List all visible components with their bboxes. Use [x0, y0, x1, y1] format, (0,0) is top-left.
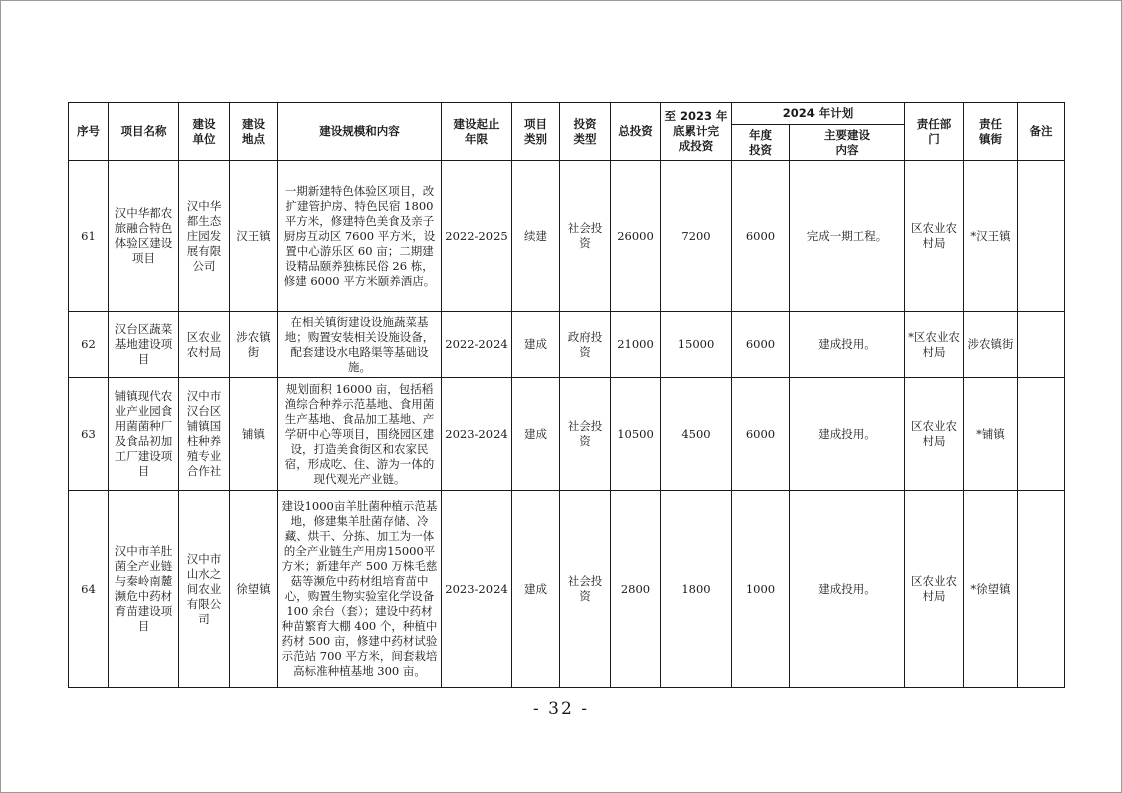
row-period: 2022-2025	[442, 161, 512, 312]
header-plan-group: 2024 年计划	[732, 103, 905, 125]
row-invest-type: 社会投资	[560, 491, 611, 688]
row-remarks	[1018, 491, 1065, 688]
row-name: 汉中华都农旅融合特色体验区建设项目	[109, 161, 179, 312]
row-town: *铺镇	[964, 378, 1018, 491]
row-main-content: 建成投用。	[790, 312, 905, 378]
row-town: *汉王镇	[964, 161, 1018, 312]
table-row	[69, 378, 1065, 491]
header-period: 建设起止 年限	[442, 103, 512, 161]
header-dept: 责任部 门	[905, 103, 964, 161]
row-seq: 63	[69, 378, 109, 491]
header-row	[69, 103, 1065, 125]
row-cumulative: 4500	[661, 378, 732, 491]
row-cumulative: 1800	[661, 491, 732, 688]
header-seq: 序号	[69, 103, 109, 161]
row-main-content: 建成投用。	[790, 378, 905, 491]
row-annual: 6000	[732, 161, 790, 312]
header-category: 项目 类别	[512, 103, 560, 161]
row-invest-type: 政府投资	[560, 312, 611, 378]
row-dept: 区农业农村局	[905, 491, 964, 688]
row-location: 铺镇	[230, 378, 278, 491]
row-invest-type: 社会投资	[560, 161, 611, 312]
header-town: 责任 镇街	[964, 103, 1018, 161]
row-name: 铺镇现代农业产业园食用菌菌种厂及食品初加工厂建设项目	[109, 378, 179, 491]
header-annual: 年度 投资	[732, 125, 790, 161]
row-unit: 汉中市汉台区铺镇国柱种养殖专业合作社	[179, 378, 230, 491]
row-category: 续建	[512, 161, 560, 312]
row-unit: 区农业农村局	[179, 312, 230, 378]
table-row	[69, 312, 1065, 378]
header-cumulative: 至 2023 年 底累计完 成投资	[661, 103, 732, 161]
row-annual: 6000	[732, 312, 790, 378]
project-table	[68, 102, 1065, 688]
header-scope: 建设规模和内容	[278, 103, 442, 161]
row-annual: 1000	[732, 491, 790, 688]
row-unit: 汉中市山水之间农业有限公司	[179, 491, 230, 688]
row-seq: 64	[69, 491, 109, 688]
row-total: 21000	[611, 312, 661, 378]
page-number: - 32 -	[533, 699, 589, 719]
header-invest-type: 投资 类型	[560, 103, 611, 161]
header-main-content: 主要建设 内容	[790, 125, 905, 161]
table-row	[69, 491, 1065, 688]
row-town: 涉农镇街	[964, 312, 1018, 378]
header-remarks: 备注	[1018, 103, 1065, 161]
row-location: 徐望镇	[230, 491, 278, 688]
table-row	[69, 161, 1065, 312]
row-total: 2800	[611, 491, 661, 688]
row-remarks	[1018, 161, 1065, 312]
row-scope: 规划面积 16000 亩，包括稻渔综合种养示范基地、食用菌生产基地、食品加工基地、产学研中心等项目，围绕园区建设，打造美食街区和农家民宿，形成吃、住、游为一体的现代观光产业链。	[278, 378, 442, 491]
header-name: 项目名称	[109, 103, 179, 161]
header-unit: 建设 单位	[179, 103, 230, 161]
row-category: 建成	[512, 312, 560, 378]
row-period: 2022-2024	[442, 312, 512, 378]
row-total: 10500	[611, 378, 661, 491]
row-location: 汉王镇	[230, 161, 278, 312]
row-remarks	[1018, 378, 1065, 491]
row-seq: 61	[69, 161, 109, 312]
header-total: 总投资	[611, 103, 661, 161]
row-cumulative: 7200	[661, 161, 732, 312]
row-total: 26000	[611, 161, 661, 312]
header-location: 建设 地点	[230, 103, 278, 161]
row-annual: 6000	[732, 378, 790, 491]
row-dept: *区农业农村局	[905, 312, 964, 378]
row-period: 2023-2024	[442, 491, 512, 688]
row-category: 建成	[512, 378, 560, 491]
row-unit: 汉中华都生态庄园发展有限公司	[179, 161, 230, 312]
row-scope: 建设1000亩羊肚菌种植示范基地，修建集羊肚菌存储、冷藏、烘干、分拣、加工为一体的全产业链生产用房15000平方米；新建年产 500 万株毛慈菇等濒危中药材组培育苗中心，购置生物实验室化学设备 100 余台（套）；建设中药材种苗繁育大棚 400 个，种植中药材 500 亩，修建中药材试验示范站 700 平方米，间套栽培高标准种植基地 300 亩。	[278, 491, 442, 688]
row-name: 汉台区蔬菜基地建设项目	[109, 312, 179, 378]
row-seq: 62	[69, 312, 109, 378]
row-name: 汉中市羊肚菌全产业链与秦岭南麓濒危中药材育苗建设项目	[109, 491, 179, 688]
row-period: 2023-2024	[442, 378, 512, 491]
row-category: 建成	[512, 491, 560, 688]
row-dept: 区农业农村局	[905, 378, 964, 491]
row-town: *徐望镇	[964, 491, 1018, 688]
row-cumulative: 15000	[661, 312, 732, 378]
row-scope: 一期新建特色体验区项目，改扩建管护房、特色民宿 1800 平方米，修建特色美食及亲子厨房互动区 7600 平方米，设置中心游乐区 60 亩；二期建设精品颐养独栋民俗 26 栋，修建 6000 平方米颐养酒店。	[278, 161, 442, 312]
row-main-content: 建成投用。	[790, 491, 905, 688]
row-remarks	[1018, 312, 1065, 378]
row-location: 涉农镇街	[230, 312, 278, 378]
row-dept: 区农业农村局	[905, 161, 964, 312]
row-scope: 在相关镇街建设设施蔬菜基地；购置安装相关设施设备，配套建设水电路渠等基础设施。	[278, 312, 442, 378]
row-main-content: 完成一期工程。	[790, 161, 905, 312]
row-invest-type: 社会投资	[560, 378, 611, 491]
